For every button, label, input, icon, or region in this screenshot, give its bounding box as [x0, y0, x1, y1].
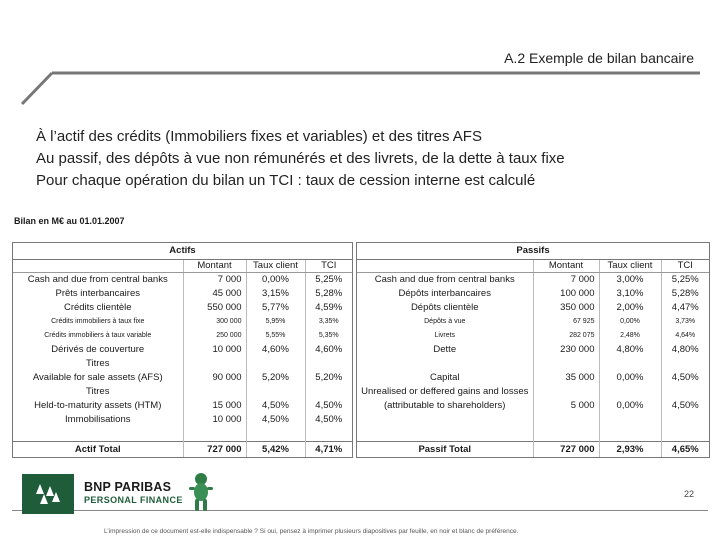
table-row	[13, 413, 352, 427]
tci-cell: 4,60%	[305, 342, 352, 356]
total-montant: 727 000	[533, 441, 599, 457]
montant-cell: 35 000	[533, 371, 599, 385]
taux-client-cell: 3,15%	[246, 286, 305, 300]
table-row	[357, 385, 709, 399]
table-row	[357, 357, 709, 371]
column-header	[357, 259, 533, 272]
total-row	[357, 441, 709, 457]
montant-cell: 282 075	[533, 328, 599, 342]
taux-client-cell: 4,80%	[599, 342, 661, 356]
taux-client-cell: 0,00%	[599, 371, 661, 385]
row-label: Crédits immobiliers à taux fixe	[51, 317, 145, 325]
montant-cell: 90 000	[183, 371, 246, 385]
taux-client-cell: 2,48%	[599, 328, 661, 342]
bnp-paribas-logo	[22, 474, 183, 514]
row-label: Unrealised or deffered gains and losses	[361, 386, 529, 398]
taux-client-cell: 5,77%	[246, 300, 305, 314]
table-row	[13, 272, 352, 286]
montant-cell	[533, 413, 599, 427]
tci-cell: 5,28%	[305, 286, 352, 300]
spacer-row	[13, 427, 352, 441]
column-header: Montant	[533, 259, 599, 272]
column-header: TCI	[661, 259, 709, 272]
footer-note: L’impression de ce document est-elle indispensable ? Si oui, pensez à imprimer plusieurs diapositives par feuille, en noir et blanc de préférence.	[104, 528, 519, 535]
table-row	[13, 399, 352, 413]
logo-brand-text: BNP PARIBAS	[84, 480, 172, 494]
row-label: Crédits clientèle	[63, 301, 132, 313]
taux-client-cell: 3,10%	[599, 286, 661, 300]
montant-cell: 10 000	[183, 342, 246, 356]
tci-cell: 4,64%	[661, 328, 709, 342]
taux-client-cell: 2,00%	[599, 300, 661, 314]
row-label: Dette	[433, 344, 457, 356]
total-taux-client: 2,93%	[599, 441, 661, 457]
row-label	[357, 413, 533, 427]
total-label: Passif Total	[357, 441, 533, 457]
total-taux-client: 5,42%	[246, 441, 305, 457]
montant-cell: 45 000	[183, 286, 246, 300]
bullet-item: Au passif, des dépôts à vue non rémunérés et des livrets, de la dette à taux fixe	[36, 150, 565, 167]
taux-client-cell: 5,95%	[246, 314, 305, 328]
actifs-header: Actifs	[13, 243, 352, 259]
taux-client-cell: 0,00%	[246, 272, 305, 286]
column-header: Taux client	[599, 259, 661, 272]
row-label: Dépôts clientèle	[410, 301, 479, 313]
taux-client-cell: 5,20%	[246, 371, 305, 385]
table-row	[357, 286, 709, 300]
taux-client-cell	[599, 413, 661, 427]
taux-client-cell: 3,00%	[599, 272, 661, 286]
actifs-table	[12, 242, 353, 458]
column-header: Montant	[183, 259, 246, 272]
bullet-item: À l’actif des crédits (Immobiliers fixes et variables) et des titres AFS	[36, 128, 482, 145]
table-row	[357, 328, 709, 342]
table-row	[357, 342, 709, 356]
row-label: (attributable to shareholders)	[384, 400, 506, 412]
table-row	[357, 371, 709, 385]
tci-cell: 4,50%	[661, 399, 709, 413]
montant-cell	[183, 357, 246, 371]
column-header	[13, 259, 183, 272]
passifs-table	[356, 242, 710, 458]
taux-client-cell	[246, 385, 305, 399]
row-label: Titres	[86, 358, 110, 370]
taux-client-cell: 5,55%	[246, 328, 305, 342]
row-label: Immobilisations	[65, 414, 131, 426]
tci-cell: 4,47%	[661, 300, 709, 314]
montant-cell: 10 000	[183, 413, 246, 427]
tci-cell: 4,50%	[305, 399, 352, 413]
table-row	[357, 413, 709, 427]
table-row	[13, 371, 352, 385]
total-tci: 4,65%	[661, 441, 709, 457]
table-row	[13, 357, 352, 371]
tci-cell: 5,28%	[661, 286, 709, 300]
table-row	[357, 300, 709, 314]
stars-logo-icon	[22, 474, 74, 514]
bullet-list	[36, 126, 565, 192]
taux-client-cell: 0,00%	[599, 399, 661, 413]
tci-cell	[661, 385, 709, 399]
table-row	[13, 286, 352, 300]
tci-cell: 5,25%	[305, 272, 352, 286]
row-label: Livrets	[434, 331, 456, 339]
table-row	[13, 342, 352, 356]
column-header: TCI	[305, 259, 352, 272]
table-row	[13, 300, 352, 314]
tci-cell: 3,73%	[661, 314, 709, 328]
row-label: Capital	[429, 372, 460, 384]
montant-cell: 250 000	[183, 328, 246, 342]
row-label: Dérivés de couverture	[51, 344, 145, 356]
montant-cell: 5 000	[533, 399, 599, 413]
column-header: Taux client	[246, 259, 305, 272]
total-tci: 4,71%	[305, 441, 352, 457]
table-row	[13, 314, 352, 328]
tci-cell: 5,25%	[661, 272, 709, 286]
tci-cell	[661, 413, 709, 427]
tci-cell	[305, 357, 352, 371]
bullet-item: Pour chaque opération du bilan un TCI : taux de cession interne est calculé	[36, 172, 536, 189]
tci-cell	[305, 385, 352, 399]
taux-client-cell	[599, 357, 661, 371]
logo-sub-text: PERSONAL FINANCE	[84, 495, 183, 505]
total-row	[13, 441, 352, 457]
row-label: Dépôts à vue	[424, 317, 466, 325]
montant-cell: 230 000	[533, 342, 599, 356]
tci-cell	[661, 357, 709, 371]
montant-cell: 550 000	[183, 300, 246, 314]
tci-cell: 4,59%	[305, 300, 352, 314]
taux-client-cell	[599, 385, 661, 399]
montant-cell: 7 000	[533, 272, 599, 286]
bilan-caption: Bilan en M€ au 01.01.2007	[14, 216, 125, 226]
tci-cell: 4,80%	[661, 342, 709, 356]
montant-cell: 7 000	[183, 272, 246, 286]
montant-cell	[533, 357, 599, 371]
montant-cell: 350 000	[533, 300, 599, 314]
row-label: Dépôts interbancaires	[398, 287, 491, 299]
slide-title: A.2 Exemple de bilan bancaire	[504, 50, 694, 66]
total-montant: 727 000	[183, 441, 246, 457]
passifs-header: Passifs	[357, 243, 709, 259]
table-row	[357, 314, 709, 328]
tci-cell: 3,35%	[305, 314, 352, 328]
montant-cell: 100 000	[533, 286, 599, 300]
tci-cell: 4,50%	[661, 371, 709, 385]
taux-client-cell: 0,00%	[599, 314, 661, 328]
row-label	[357, 357, 533, 371]
montant-cell	[183, 385, 246, 399]
row-label: Available for sale assets (AFS)	[32, 372, 163, 384]
row-label: Held-to-maturity assets (HTM)	[34, 400, 162, 412]
row-label: Crédits immobiliers à taux variable	[44, 331, 152, 339]
montant-cell	[533, 385, 599, 399]
montant-cell: 300 000	[183, 314, 246, 328]
table-row	[13, 328, 352, 342]
tci-cell: 4,50%	[305, 413, 352, 427]
table-row	[357, 272, 709, 286]
taux-client-cell: 4,60%	[246, 342, 305, 356]
taux-client-cell: 4,50%	[246, 413, 305, 427]
taux-client-cell: 4,50%	[246, 399, 305, 413]
montant-cell: 67 925	[533, 314, 599, 328]
row-label: Cash and due from central banks	[374, 273, 515, 285]
taux-client-cell	[246, 357, 305, 371]
mascot-figure-icon	[186, 472, 216, 514]
montant-cell: 15 000	[183, 399, 246, 413]
table-row	[357, 399, 709, 413]
table-row	[13, 385, 352, 399]
total-label: Actif Total	[13, 441, 183, 457]
page-number: 22	[683, 489, 694, 499]
row-label: Cash and due from central banks	[27, 273, 168, 285]
row-label: Titres	[86, 386, 110, 398]
spacer-row	[357, 427, 709, 441]
tci-cell: 5,20%	[305, 371, 352, 385]
row-label: Prêts interbancaires	[55, 287, 140, 299]
tci-cell: 5,35%	[305, 328, 352, 342]
